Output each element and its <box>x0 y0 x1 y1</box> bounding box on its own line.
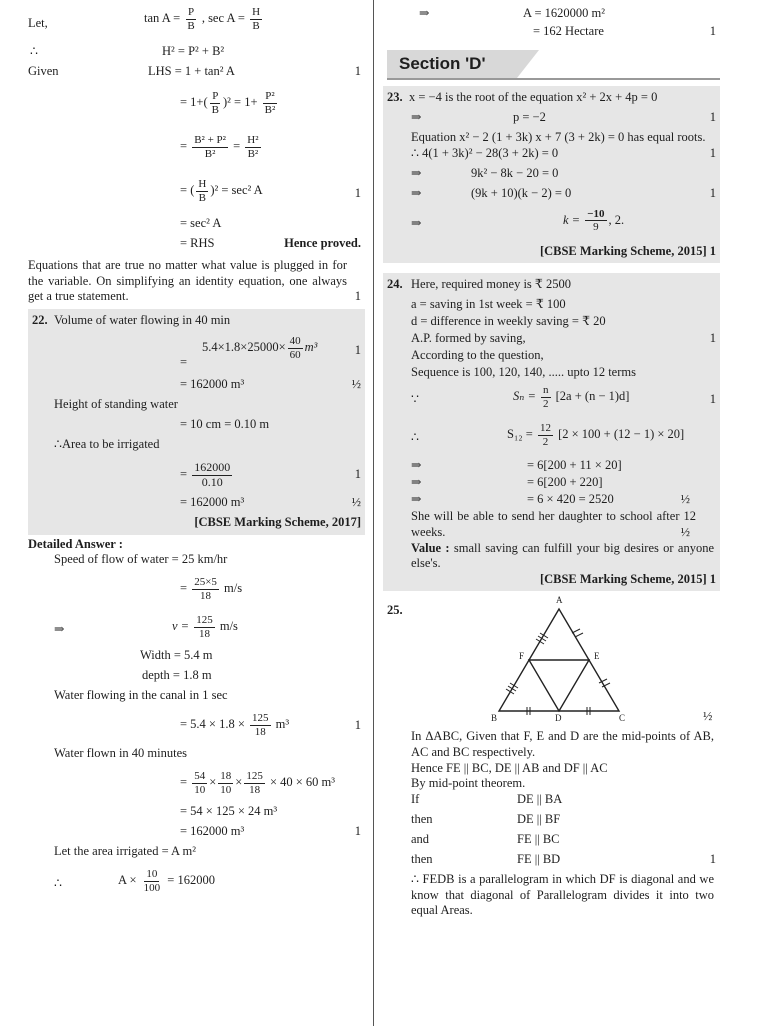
width-line: Width = 5.4 m <box>140 648 213 663</box>
flown-label: Water flown in 40 minutes <box>54 746 187 761</box>
flown-eq2: = 54 × 125 × 24 m³ <box>180 804 278 819</box>
speed-eq: = $\frac{25\times 5}{18}$ m/s <box>180 576 243 602</box>
vertex-b-label: B <box>491 713 498 724</box>
column-divider <box>373 0 374 1026</box>
mark: 1 <box>354 64 361 78</box>
cbse-reference: [CBSE Marking Scheme, 2015] 1 <box>539 243 716 258</box>
vertex-d-label: D <box>555 713 562 724</box>
flown-eq: = $\frac{54}{10}$ × $\frac{18}{10}$ × $\frac{125}{18}$ × 40 × 60 m³ <box>180 770 336 796</box>
q22-block <box>28 309 365 535</box>
speed-label: Speed of flow of water = 25 km/hr <box>54 552 228 567</box>
top-area-line: ⇒ A = 1620000 m² <box>419 6 605 20</box>
height-label: Height of standing water <box>54 396 178 411</box>
detailed-answer-heading: Detailed Answer : <box>28 536 123 551</box>
section-d-header <box>383 50 720 80</box>
q22-heading: 22. Volume of water flowing in 40 min <box>32 312 231 327</box>
top-hectare-line: = 162 Hectare 1 <box>533 24 716 38</box>
left-column <box>28 6 365 902</box>
let-expression: tan A = $\frac{P}{B}$ , sec A = $\frac{H}{B}$ <box>144 6 261 32</box>
right-column: ⇒ A = 1620000 m² = 162 Hectare 1 Section 'D' 23. x = −4 is the root of the equation x² + 2x + 4p = 0 ⇒ p = −2 1 Equation x² − 2 (1 + 3k) x + 7 (3 + 2k) = 0 has equal roots. ∴ 4(1 + 3k)² − 28(3 + 2k) = 0 1 ⇒ 9k² − 8k − 20 = 0 ⇒ (9k + 10)(k − 2) = 0 1 ⇒ k = $\frac{-10}{9}$ , 2. [CBSE Marking Scheme, 2015] 1 24. Here, required money is ₹ 2500 a = saving in 1st week = ₹ 100 d = difference in weekly saving = ₹ 20 A.P. formed by saving, 1 According to the question, Sequence is 100, 120, 140, ..... upto 12 terms ∵ Sₙ = $\frac{n}{2}$ [2a + (n − 1)d] 1 ∴ S₁₂ = $\frac{12}{2}$ [2 × 100 + (12 − 1) × 20] ⇒ = 6[200 + 11 × 20] ⇒ = 6[200 + 220] ⇒ = 6 × 420 = 2520 ½ She will be able to send her daughter to school after 12 weeks. ½ Value : small saving can fulfill your big desires or anyone else's. [CBSE Marking Scheme, 2015] 1 25. A B C D E F ½ In ΔABC, Given that F, E and D are the mid-points of AB, AC and BC respectively. Hence FE || BC, DE || AB and DF || AC By mid-point theorem. If DE || BA then DE || BF and FE || BC then FE || BD 1 ∴ FEDB is a parallelogram in which DF is diagonal and we know that diagonal of Parallelogram divides it into two equal Areas. <box>383 6 720 919</box>
triangle-diagram <box>469 599 649 727</box>
vertex-f-label: F <box>519 651 525 662</box>
q22-volume-expr: = 5.4×1.8×25000× $\frac{40}{60}$ m³ 1 <box>180 334 361 369</box>
q25-paragraph-4: ∴ FEDB is a parallelogram in which DF is diagonal and we know that diagonal of Parallelogram divides it into two equal Areas. <box>411 871 714 918</box>
cbse-reference: [CBSE Marking Scheme, 2015] 1 <box>539 571 716 586</box>
velocity-eq: ⇒ v = $\frac{125}{18}$ m/s <box>54 614 238 640</box>
depth-line: depth = 1.8 m <box>142 668 212 683</box>
rhs-line: = RHS Hence proved. <box>180 236 361 250</box>
flow-label: Water flowing in the canal in 1 sec <box>54 688 228 703</box>
q23-block: 23. x = −4 is the root of the equation x² + 2x + 4p = 0 ⇒ p = −2 1 Equation x² − 2 (1 + 3k) x + 7 (3 + 2k) = 0 has equal roots. ∴ 4(1 + 3k)² − 28(3 + 2k) = 0 1 ⇒ 9k² − 8k − 20 = 0 ⇒ (9k + 10)(k − 2) = 0 1 ⇒ k = $\frac{-10}{9}$ , 2. [CBSE Marking Scheme, 2015] 1 <box>383 86 720 263</box>
area-value: = 162000 m³ ½ <box>180 494 361 509</box>
vertex-e-label: E <box>594 651 600 662</box>
q23-heading: 23. x = −4 is the root of the equation x² + 2x + 4p = 0 <box>387 90 658 104</box>
let-line <box>28 6 365 44</box>
area-frac: = $\frac{162000}{0.10}$ 1 <box>180 459 361 489</box>
step3-line: = ( $\frac{H}{B}$ )² = sec² A 1 <box>180 178 361 204</box>
step2-line: = $\frac{\text{B² + P²}}{\text{B²}}$ = $\frac{\text{H²}}{\text{B²}}$ <box>180 134 259 160</box>
vertex-a-label: A <box>556 595 563 606</box>
section-title: Section 'D' <box>387 50 517 78</box>
sec-line: = sec² A <box>180 216 222 230</box>
identity-paragraph: Equations that are true no matter what value is plugged in for the variable. On simplifying an identity equation, one always get a true statement. 1 <box>28 258 361 304</box>
q24-block: 24. Here, required money is ₹ 2500 a = saving in 1st week = ₹ 100 d = difference in weekly saving = ₹ 20 A.P. formed by saving, 1 According to the question, Sequence is 100, 120, 140, ..... upto 12 terms ∵ Sₙ = $\frac{n}{2}$ [2a + (n − 1)d] 1 ∴ S₁₂ = $\frac{12}{2}$ [2 × 100 + (12 − 1) × 20] ⇒ = 6[200 + 11 × 20] ⇒ = 6[200 + 220] ⇒ = 6 × 420 = 2520 ½ She will be able to send her daughter to school after 12 weeks. ½ Value : small saving can fulfill your big desires or anyone else's. [CBSE Marking Scheme, 2015] 1 <box>383 273 720 591</box>
height-eq: = 10 cm = 0.10 m <box>180 416 270 431</box>
area-label: ∴Area to be irrigated <box>54 436 160 451</box>
medial-triangle <box>529 660 589 711</box>
flow-eq: = 5.4 × 1.8 × $\frac{125}{18}$ m³ 1 <box>180 712 361 738</box>
cbse-reference: [CBSE Marking Scheme, 2017] <box>194 514 361 529</box>
q25-paragraph-1: In ΔABC, Given that F, E and D are the mid-points of AB, AC and BC respectively. <box>411 729 714 759</box>
vertex-c-label: C <box>619 713 626 724</box>
let-area: Let the area irrigated = A m² <box>54 844 196 859</box>
q22-volume: = 162000 m³ ½ <box>180 376 361 391</box>
h-square-line: ∴ H² = P² + B² <box>30 44 225 58</box>
final-eq: ∴ A × $\frac{10}{100}$ = 162000 <box>54 868 215 894</box>
q25-figure-area: 25. A B C D E F ½ <box>383 599 720 729</box>
step1-line: = 1+( $\frac{P}{B}$ )² = 1+ $\frac{\text{P²}}{\text{B²}}$ <box>180 90 276 116</box>
let-word: Let, <box>28 16 48 30</box>
flown-eq3: = 162000 m³ 1 <box>180 824 361 839</box>
given-line: Given LHS = 1 + tan² A 1 <box>28 64 361 78</box>
